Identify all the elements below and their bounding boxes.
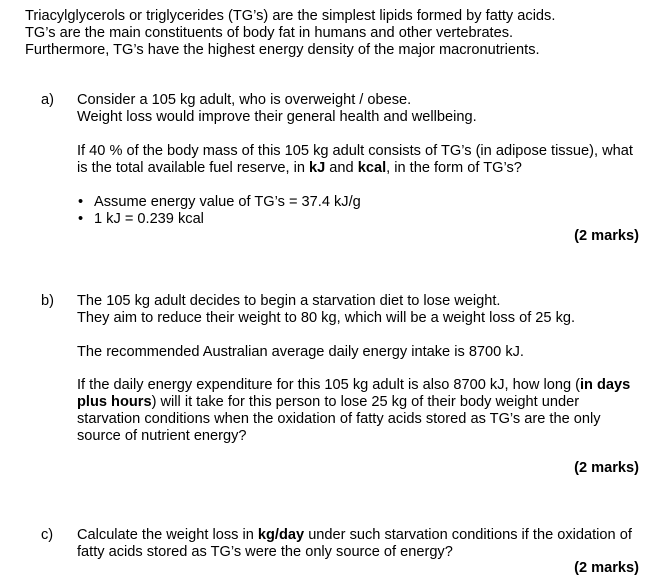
unit-kj: kJ [309,160,326,176]
emphasis-plus-hours: plus hours [77,394,152,410]
question-b-line-4 [77,377,630,394]
question-a-bullet-2: 1 kJ = 0.239 kcal [94,211,204,227]
unit-kg-per-day: kg/day [257,527,305,543]
question-a-line-2: Weight loss would improve their general health and wellbeing. [77,109,477,125]
question-b-line-6: starvation conditions when the oxidation of fatty acids stored as TG’s are the only [77,411,601,427]
emphasis-in-days: in days [579,377,631,393]
text-run: Calculate the weight loss in [77,527,258,543]
question-b-label: b) [41,293,54,309]
question-a-line-1: Consider a 105 kg adult, who is overweight / obese. [77,92,412,108]
intro-line-3: Furthermore, TG’s have the highest energy density of the major macronutrients. [25,42,540,58]
question-a-label: a) [41,92,54,108]
question-b-line-7: source of nutrient energy? [77,428,247,444]
question-c-marks: (2 marks) [574,560,639,576]
question-a-line-3: If 40 % of the body mass of this 105 kg adult consists of TG’s (in adipose tissue), what [77,143,633,159]
question-a-bullet-1: Assume energy value of TG’s = 37.4 kJ/g [94,194,361,210]
question-b-line-2: They aim to reduce their weight to 80 kg, which will be a weight loss of 25 kg. [77,310,576,326]
text-run: and [325,160,358,176]
bullet-dot: • [78,194,84,210]
text-run: ) will it take for this person to lose 25 kg of their body weight under [151,394,580,410]
bullet-dot: • [78,211,84,227]
text-run: , in the form of TG’s? [386,160,522,176]
text-run: If the daily energy expenditure for this 105 kg adult is also 8700 kJ, how long ( [77,377,580,393]
question-c-line-1 [77,527,632,544]
intro-line-1: Triacylglycerols or triglycerides (TG’s) are the simplest lipids formed by fatty acids. [25,8,556,24]
question-a-marks: (2 marks) [574,228,639,244]
intro-line-2: TG’s are the main constituents of body fat in humans and other vertebrates. [25,25,514,41]
question-b-line-3: The recommended Australian average daily energy intake is 8700 kJ. [77,344,524,360]
question-b-line-1: The 105 kg adult decides to begin a starvation diet to lose weight. [77,293,501,309]
question-b-marks: (2 marks) [574,460,639,476]
question-c-label: c) [41,527,54,543]
text-run: under such starvation conditions if the oxidation of [304,527,632,543]
unit-kcal: kcal [357,160,387,176]
question-c-line-2: fatty acids stored as TG’s were the only source of energy? [77,544,453,560]
text-run: is the total available fuel reserve, in [77,160,310,176]
question-a-line-4 [77,160,522,177]
question-b-line-5 [77,394,579,411]
